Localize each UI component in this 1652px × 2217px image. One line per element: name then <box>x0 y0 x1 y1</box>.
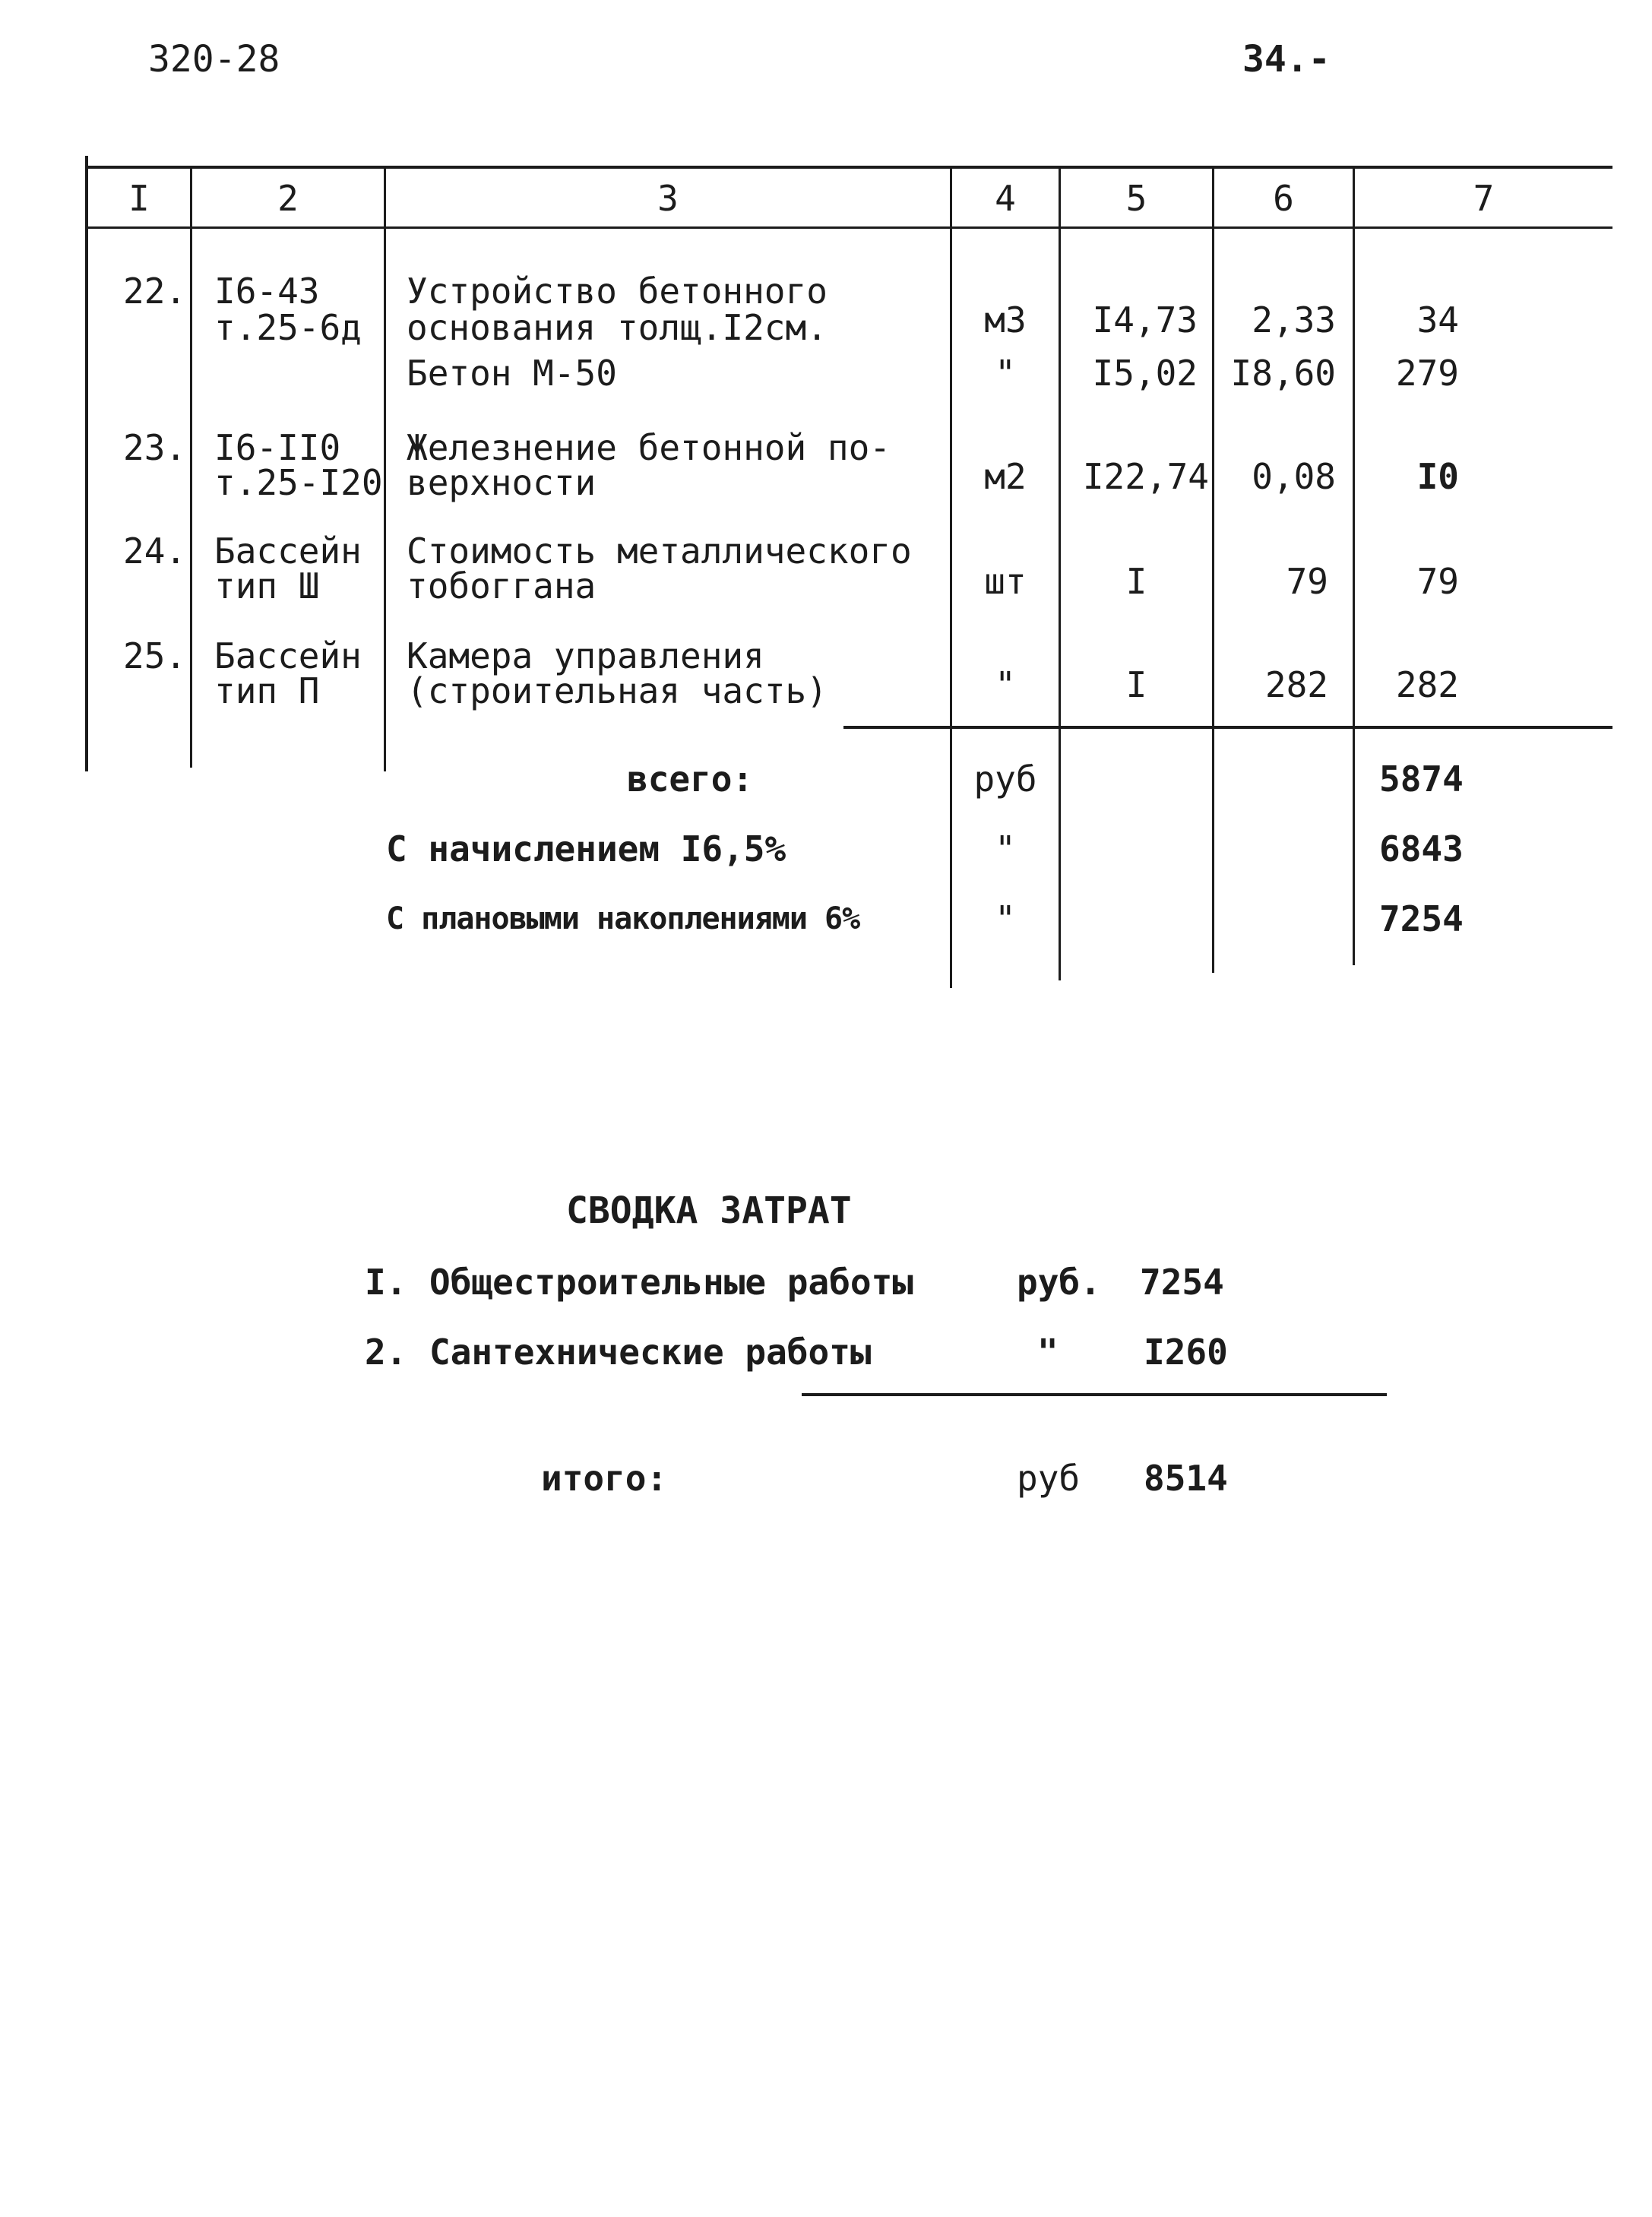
row-total: 282 <box>1395 664 1459 705</box>
row-number: 25. <box>123 635 187 676</box>
row-unit: " <box>995 353 1016 394</box>
row-description: Устройство бетонного <box>407 271 828 312</box>
row-ref: I6-43 <box>214 271 320 312</box>
row-description: тобоггана <box>407 565 597 607</box>
header-col-6: 6 <box>1273 178 1294 219</box>
page-number: 34.- <box>1242 38 1331 81</box>
row-description: Бетон М-50 <box>407 353 617 394</box>
col-line-1 <box>190 167 192 768</box>
total-value: 6843 <box>1379 828 1464 869</box>
col-line-2 <box>384 167 386 771</box>
row-ref: тип П <box>214 670 320 711</box>
row-number: 24. <box>123 530 187 572</box>
row-total: I0 <box>1416 456 1459 497</box>
row-description: основания толщ.I2см. <box>407 307 828 348</box>
row-quantity: I <box>1125 561 1147 602</box>
summary-item-number: I. <box>365 1262 407 1303</box>
row-price: 2,33 <box>1252 299 1336 340</box>
total-unit: " <box>995 898 1016 939</box>
summary-item-label: Общестроительные работы <box>429 1262 913 1303</box>
row-total: 34 <box>1416 299 1459 340</box>
header-col-1: I <box>128 178 150 219</box>
row-ref: т.25-I20 <box>214 462 383 503</box>
table-top-line <box>85 166 1612 169</box>
row-price: I8,60 <box>1230 353 1336 394</box>
row-quantity: I <box>1125 664 1147 705</box>
col-line-0 <box>85 156 88 771</box>
row-description: Стоимость металлического <box>407 530 912 572</box>
row-number: 23. <box>123 427 187 468</box>
header-col-7: 7 <box>1473 178 1495 219</box>
row-price: 0,08 <box>1252 456 1336 497</box>
summary-divider <box>802 1393 1387 1396</box>
total-unit: " <box>995 828 1016 869</box>
row-unit: м3 <box>984 299 1027 340</box>
row-ref: т.25-6д <box>214 307 362 348</box>
row-price: 79 <box>1286 561 1328 602</box>
total-label: всего: <box>627 759 754 800</box>
row-unit: м2 <box>984 456 1027 497</box>
total-unit: руб <box>973 759 1037 800</box>
row-price: 282 <box>1264 664 1328 705</box>
summary-total-unit: руб <box>1017 1458 1081 1499</box>
summary-item-number: 2. <box>365 1332 407 1373</box>
row-number: 22. <box>123 271 187 312</box>
header-col-4: 4 <box>995 178 1016 219</box>
summary-item-unit: руб. <box>1017 1262 1101 1303</box>
row-ref: I6-II0 <box>214 427 341 468</box>
row-ref: Бассейн <box>214 635 362 676</box>
row-quantity: I22,74 <box>1082 456 1209 497</box>
row-ref: Бассейн <box>214 530 362 572</box>
summary-item-label: Сантехнические работы <box>429 1332 872 1373</box>
summary-item-unit: " <box>1037 1332 1059 1373</box>
header-col-2: 2 <box>277 178 299 219</box>
row-quantity: I4,73 <box>1092 299 1198 340</box>
summary-total-label: итого: <box>541 1458 668 1499</box>
total-label: С начислением I6,5% <box>386 828 786 869</box>
total-value: 7254 <box>1379 898 1464 939</box>
total-value: 5874 <box>1379 759 1464 800</box>
header-col-3: 3 <box>657 178 679 219</box>
header-col-5: 5 <box>1125 178 1147 219</box>
summary-total-value: 8514 <box>1144 1458 1228 1499</box>
row-total: 79 <box>1416 561 1459 602</box>
summary-item-value: I260 <box>1144 1332 1228 1373</box>
document-code: 320-28 <box>148 38 280 81</box>
header-bottom-line <box>85 226 1612 229</box>
summary-title: СВОДКА ЗАТРАТ <box>566 1189 852 1232</box>
row-description: верхности <box>407 462 597 503</box>
total-label: С плановыми накоплениями 6% <box>386 901 860 936</box>
row-description: Камера управления <box>407 635 764 676</box>
row-total: 279 <box>1395 353 1459 394</box>
row-description: Железнение бетонной по- <box>407 427 891 468</box>
row-unit: шт <box>984 561 1027 602</box>
row-quantity: I5,02 <box>1092 353 1198 394</box>
row-ref: тип Ш <box>214 565 320 607</box>
summary-item-value: 7254 <box>1140 1262 1224 1303</box>
row-description: (строительная часть) <box>407 670 828 711</box>
row-unit: " <box>995 664 1016 705</box>
rows-bottom-line <box>843 726 1612 729</box>
